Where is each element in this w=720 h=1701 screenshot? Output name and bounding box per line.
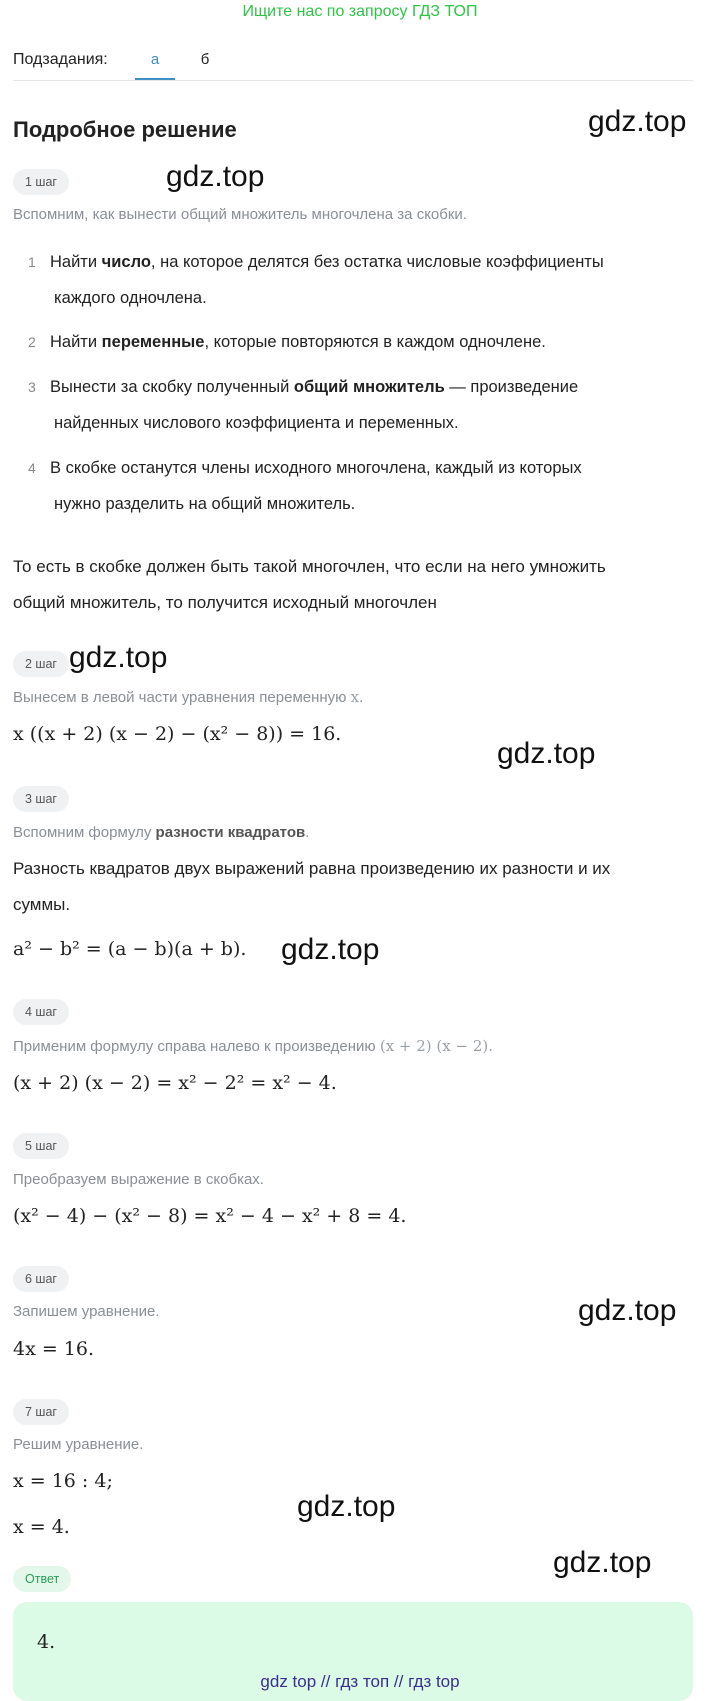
watermark: gdz.top bbox=[588, 105, 687, 138]
watermark: gdz.top bbox=[166, 160, 265, 193]
step-badge: 7 шаг bbox=[13, 1399, 69, 1425]
watermark: gdz.top bbox=[553, 1546, 652, 1579]
watermark: gdz.top bbox=[281, 933, 380, 966]
answer-value: 4. bbox=[37, 1631, 56, 1653]
answer-badge: Ответ bbox=[13, 1566, 71, 1592]
step-badge: 4 шаг bbox=[13, 999, 69, 1025]
formula: (x² − 4) − (x² − 8) = x² − 4 − x² + 8 = 4. bbox=[13, 1205, 407, 1227]
step-hint: Вынесем в левой части уравнения переменную x. bbox=[13, 688, 364, 706]
subtasks-label: Подзадания: bbox=[13, 51, 108, 68]
formula: x ((x + 2) (x − 2) − (x² − 8)) = 16. bbox=[13, 723, 342, 745]
footer-links[interactable]: gdz top // гдз топ // гдз top bbox=[260, 1672, 460, 1691]
step-badge: 1 шаг bbox=[13, 169, 69, 195]
step-badge: 6 шаг bbox=[13, 1266, 69, 1292]
watermark: gdz.top bbox=[497, 737, 596, 770]
explanation-paragraph: То есть в скобке должен быть такой многочлен, что если на него умножить общий множитель, то получится исходный многочлен bbox=[13, 557, 606, 612]
page-title: Подробное решение bbox=[13, 117, 237, 142]
formula: (x + 2) (x − 2) = x² − 2² = x² − 4. bbox=[13, 1072, 337, 1094]
formula-description: Разность квадратов двух выражений равна произведению их разности и их суммы. bbox=[13, 859, 611, 914]
watermark: gdz.top bbox=[578, 1294, 677, 1327]
step-badge: 2 шаг bbox=[13, 651, 69, 677]
step-hint: Вспомним формулу разности квадратов. bbox=[13, 824, 310, 841]
formula: 4x = 16. bbox=[13, 1338, 95, 1360]
watermark: gdz.top bbox=[69, 641, 168, 674]
step-hint: Решим уравнение. bbox=[13, 1436, 144, 1453]
step-hint: Запишем уравнение. bbox=[13, 1303, 160, 1320]
tab-subtask-b[interactable]: б bbox=[200, 51, 210, 68]
formula: a² − b² = (a − b)(a + b). bbox=[13, 938, 247, 960]
list-item: 4 В скобке останутся члены исходного многочлена, каждый из которых нужно разделить на общий множитель. bbox=[28, 459, 582, 513]
step-badge: 3 шаг bbox=[13, 786, 69, 812]
watermark: gdz.top bbox=[297, 1490, 396, 1523]
tabs-divider bbox=[13, 80, 693, 81]
tab-subtask-a[interactable]: а bbox=[150, 51, 160, 68]
search-banner: Ищите нас по запросу ГДЗ ТОП bbox=[242, 3, 478, 20]
step-hint: Преобразуем выражение в скобках. bbox=[13, 1171, 264, 1188]
step-badge: 5 шаг bbox=[13, 1133, 69, 1159]
list-item: 1 Найти число, на которое делятся без остатка числовые коэффициенты каждого одночлена. bbox=[28, 253, 604, 307]
list-item: 2 Найти переменные, которые повторяются в каждом одночлене. bbox=[28, 333, 546, 351]
formula: x = 4. bbox=[13, 1516, 70, 1538]
list-item: 3 Вынести за скобку полученный общий множитель — произведение найденных числового коэффициента и переменных. bbox=[28, 378, 579, 432]
step-hint: Применим формулу справа налево к произведению (x + 2) (x − 2). bbox=[13, 1037, 494, 1055]
step-hint: Вспомним, как вынести общий множитель многочлена за скобки. bbox=[13, 206, 467, 223]
formula: x = 16 : 4; bbox=[13, 1470, 113, 1492]
